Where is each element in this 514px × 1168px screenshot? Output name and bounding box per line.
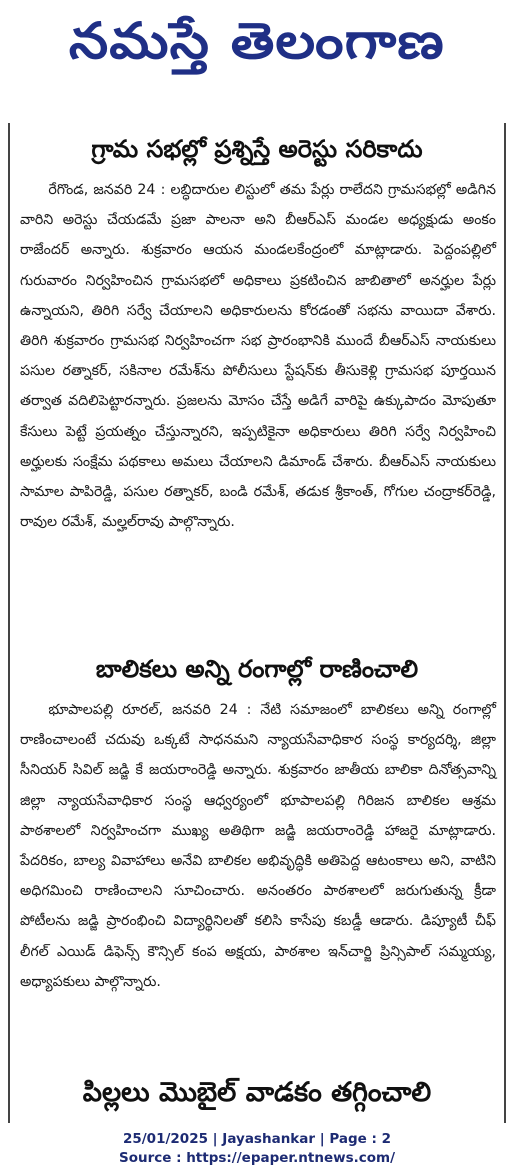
article-children-mobile: [10, 1071, 504, 1115]
article-girls-excel: [10, 647, 504, 997]
edition-info: 25/01/2025 | Jayashankar | Page : 2: [122, 1131, 392, 1147]
article-body: రేగొండ, జనవరి 24 : లబ్ధిదారుల లిస్టులో తమ పేర్లు రాలేదని గ్రామసభల్లో అడిగిన వారిని అరెస్టు చేయడమే ప్రజా పాలనా అని బీఆర్ఎస్ మండల అధ్యక్షుడు అంకం రాజేందర్ అన్నారు. శుక్రవారం ఆయన మండలకేంద్రంలో మాట్లాడారు. పెద్దంపల్లిలో గురువారం నిర్వహించిన గ్రామసభలో అధికాలు ప్రకటించిన జాబితాలో అనర్హుల పేర్లు ఉన్నాయని, తిరిగి సర్వే చేయాలని అధికారులను కోరడంతో సభను వాయిదా వేశారు. తిరిగి శుక్రవారం గ్రామసభ నిర్వహించగా సభ ప్రారంభానికి ముందే బీఆర్ఎస్ నాయకులు పసుల రత్నాకర్, సకినాల రమేశ్‌ను పోలీసులు స్టేషన్‌కు తీసుకెళ్లి గ్రామసభ పూర్తయిన తర్వాత వదిలిపెట్టారన్నారు. ప్రజలను మోసం చేస్తే అడిగే వారిపై ఉక్కుపాదం మోపుతూ కేసులు పెట్టే ప్రయత్నం చేస్తున్నారని, ఇప్పటికైనా అధికారులు తిరిగి సర్వే నిర్వహించి అర్హులకు సంక్షేమ పథకాలు అమలు చేయాలని డిమాండ్ చేశారు. బీఆర్ఎస్ నాయకులు సామాల పాపిరెడ్డి, పసుల రత్నాకర్, బండి రమేశ్, తడుక శ్రీకాంత్, గోగుల చంద్రాకర్‌రెడ్డి, రావుల రమేశ్, మల్హల్‌రావు పాల్గొన్నారు.: [20, 182, 496, 531]
newspaper-title: నమస్తే తెలంగాణ: [69, 11, 445, 70]
article-frame: [8, 123, 506, 1123]
source-link: Source : https://epaper.ntnews.com/: [118, 1150, 396, 1166]
article-body: భూపాలపల్లి రూరల్, జనవరి 24 : నేటి సమాజంలో బాలికలు అన్ని రంగాల్లో రాణించాలంటే చదువు ఒక్కటే సాధనమని న్యాయసేవాధికార సంస్థ కార్యదర్శి, జిల్లా సీనియర్ సివిల్ జడ్జి కే జయరాంరెడ్డి అన్నారు. శుక్రవారం జాతీయ బాలికా దినోత్సవాన్ని జిల్లా న్యాయసేవాధికార సంస్థ ఆధ్వర్యంలో భూపాలపల్లి గిరిజన బాలికల ఆశ్రమ పాఠశాలలో నిర్వహించగా ముఖ్య అతిథిగా జడ్జి జయరాంరెడ్డి హాజరై మాట్లాడారు. పేదరికం, బాల్య వివాహాలు అనేవి బాలికల అభివృద్ధికి అతిపెద్ద ఆటంకాలు అని, వాటిని అధిగమించి రాణించాలని సూచించారు. అనంతరం పాఠశాలలో జరుగుతున్న క్రీడా పోటీలను జడ్జి ప్రారంభించి విద్యార్థినిలతో కలిసి కాసేపు కబడ్డీ ఆడారు. డిప్యూటీ చీఫ్ లీగల్ ఎయిడ్ డిఫెన్స్ కౌన్సిల్ కంప అక్షయ, పాఠశాల ఇన్‌చార్జి ప్రిన్సిపాల్ సమ్మయ్య, అధ్యాపకులు పాల్గొన్నారు.: [20, 702, 496, 990]
masthead: [0, 0, 514, 82]
article-headline: గ్రామ సభల్లో ప్రశ్నిస్తే అరెస్టు సరికాదు: [91, 135, 423, 163]
page-footer: [0, 1130, 514, 1168]
article-gram-sabha: [10, 127, 504, 537]
article-headline: పిల్లలు మొబైల్ వాడకం తగ్గించాలి: [82, 1077, 432, 1108]
article-headline: బాలికలు అన్ని రంగాల్లో రాణించాలి: [95, 655, 419, 683]
